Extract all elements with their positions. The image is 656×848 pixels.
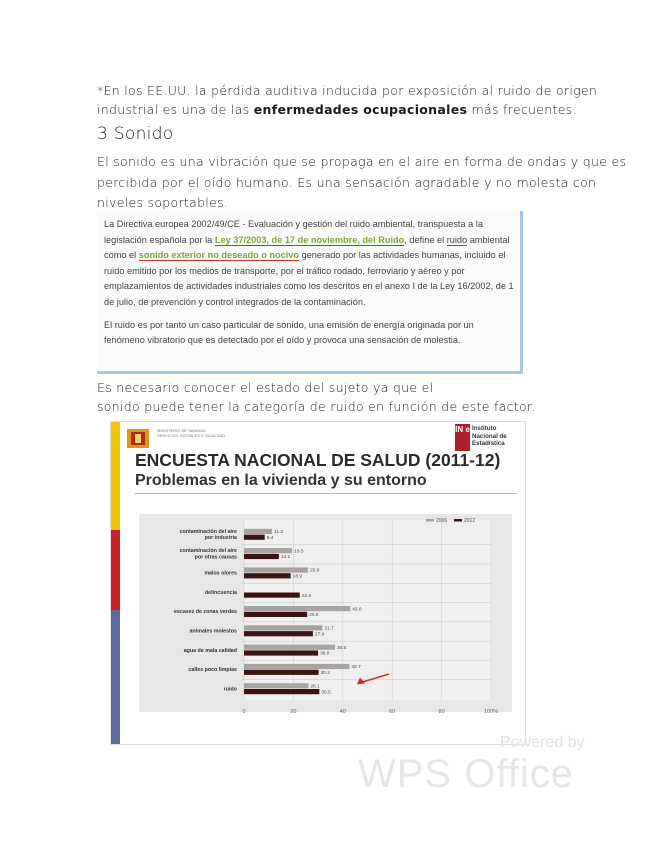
bar-chart: [111, 422, 526, 745]
bar-2012: [244, 689, 319, 694]
bar-2006: [244, 567, 308, 572]
category-label: por otras causas: [194, 554, 237, 561]
x-tick-label: 80: [438, 709, 445, 715]
data-label: 31.7: [324, 626, 334, 632]
quote-text: , define el: [404, 234, 447, 245]
quote-text: ambiental como el: [104, 234, 510, 261]
noise-definition: sonido exterior no deseado o nocivo: [138, 250, 300, 261]
data-label: 42.7: [351, 665, 361, 671]
legend-swatch: [426, 519, 434, 522]
bar-2006: [244, 664, 349, 669]
bar-2006: [244, 645, 335, 650]
watermark-logo: WPS Office: [358, 752, 574, 796]
intro-line-1: *En los EE.UU. la pérdida auditiva inducida por exposición al ruido de origen: [97, 83, 598, 98]
data-label: 11.3: [273, 530, 283, 536]
legend-label: 2012: [464, 518, 476, 524]
bar-2006: [244, 548, 292, 553]
bar-2012: [244, 573, 291, 578]
data-label: 30.0: [320, 651, 330, 657]
after-line-1: Es necesario conocer el estado del sujeto ya que el: [97, 380, 434, 395]
data-label: 8.4: [266, 535, 274, 541]
slide-subtitle: Problemas en la vivienda y su entorno: [135, 472, 427, 489]
data-label: 36.8: [336, 645, 347, 651]
survey-slide: [110, 421, 526, 745]
ine-logo-icon: IN e: [455, 424, 470, 451]
bar-2012: [244, 631, 313, 636]
category-label: escasez de zonas verdes: [173, 609, 237, 616]
data-label: 26.1: [310, 684, 320, 690]
category-label: animales molestos: [189, 628, 237, 635]
quote-paragraph-2: El ruido es por tanto un caso particular de sonido, una emisión de energía originada por un fenómeno vibratorio que es detectado por el oído y provoca una sensación de molestia.: [104, 319, 474, 346]
data-label: 25.6: [309, 613, 319, 619]
bar-2012: [244, 650, 318, 655]
category-label: malos olores: [204, 570, 237, 577]
legend-label: 2006: [436, 518, 448, 524]
data-label: 30.5: [321, 690, 331, 696]
section-heading: 3 Sonido: [97, 124, 174, 144]
bar-2006: [244, 683, 308, 688]
category-label: por industria: [204, 535, 237, 542]
bar-2012: [244, 593, 300, 598]
quote-text: generado por las actividades humanas, incluido el ruido emitido por los medios de transporte, por el tráfico rodado, ferroviario y aéreo y por emplazamientos de actividades industriales como los descritos en el anexo I de la Ley 16/2002, de 1 de julio, de prevención y control integrados de la contaminación.: [104, 250, 514, 307]
data-label: 22.6: [301, 593, 312, 599]
bar-2006: [244, 625, 322, 630]
x-tick-label: 100%: [483, 709, 499, 715]
x-tick-label: 20: [290, 709, 297, 715]
intro-emphasis: enfermedades ocupacionales: [253, 102, 468, 117]
category-label: agua de mala calidad: [183, 647, 237, 654]
x-tick-label: 0: [242, 709, 246, 715]
slide-title: ENCUESTA NACIONAL DE SALUD (2011-12): [135, 450, 501, 470]
ministry-name: MINISTERIO DE SANIDAD, SERVICIOS SOCIALES E IGUALDAD: [157, 428, 226, 438]
section-line-2: percibida por el oído humano. Es una sensación agradable y no molesta con: [97, 175, 597, 190]
watermark-powered-by: Powered by: [500, 734, 585, 751]
section-line-1: El sonido es una vibración que se propaga en el aire en forma de ondas y que es: [97, 154, 627, 169]
intro-text-end: más frecuentes.: [467, 102, 577, 117]
category-label: ruido: [223, 686, 237, 693]
quote-paragraph-1: [104, 217, 514, 311]
category-label: delincuencia: [204, 589, 237, 596]
intro-text: industrial es una de las: [97, 102, 254, 117]
bar-2012: [244, 535, 265, 540]
intro-line-2: [97, 100, 577, 119]
bar-2006: [244, 606, 350, 611]
bar-2012: [244, 612, 307, 617]
bar-2012: [244, 554, 279, 559]
section-line-3: niveles soportables.: [97, 195, 229, 210]
data-label: 43.0: [352, 607, 362, 613]
x-tick-label: 40: [339, 709, 346, 715]
bar-2012: [244, 670, 319, 675]
category-label: contaminación del aire: [179, 528, 237, 535]
data-label: 30.2: [320, 671, 330, 676]
after-line-2: sonido puede tener la categoría de ruido en función de este factor.: [97, 399, 536, 414]
quote-text: La Directiva europea 2002/49/CE - Evaluación y gestión del ruido ambiental, transpuesta a la legislación española por la: [104, 219, 483, 245]
data-label: 27.9: [314, 632, 325, 638]
ine-name: Instituto Nacional de Estadística: [472, 425, 507, 447]
x-tick-label: 60: [389, 709, 396, 715]
data-label: 18.9: [292, 574, 303, 580]
bar-2006: [244, 529, 272, 534]
noise-term: ruido: [446, 234, 468, 245]
category-label: contaminación del aire: [179, 548, 237, 555]
directive-quote-box: [97, 211, 523, 374]
data-label: 14.1: [280, 555, 291, 561]
category-label: calles poco limpias: [188, 667, 237, 674]
data-label: 25.9: [309, 568, 320, 574]
data-label: 19.5: [294, 549, 304, 555]
legend-swatch: [454, 519, 462, 522]
law-reference: Ley 37/2003, de 17 de noviembre, del Ruido: [214, 234, 405, 245]
